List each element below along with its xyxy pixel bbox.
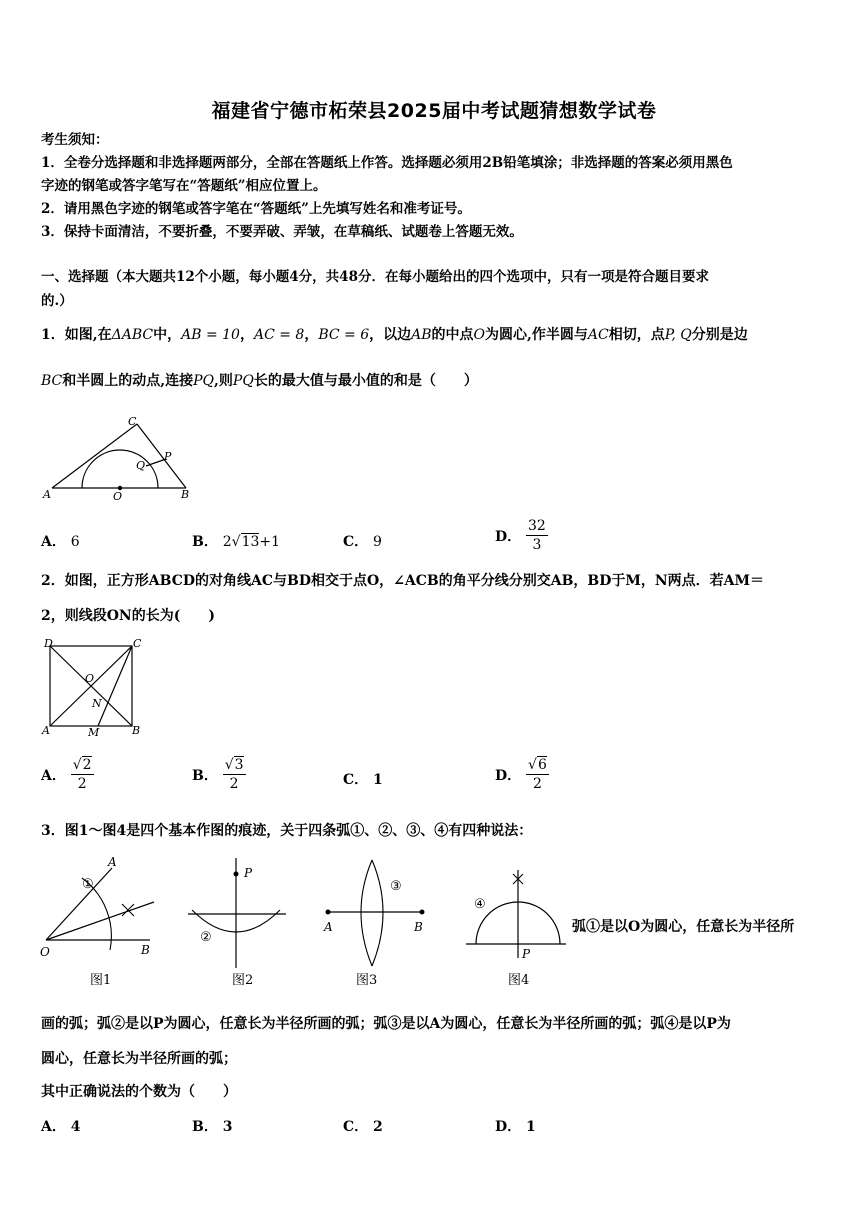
option-label: C．	[343, 1119, 369, 1135]
q1-label-o: O	[113, 490, 123, 503]
option-fraction	[223, 756, 246, 793]
q3-option-a[interactable]	[41, 1116, 81, 1136]
q1-option-b[interactable]	[192, 531, 280, 551]
q1-o-var: O	[473, 327, 486, 343]
q2-label-n: N	[92, 697, 102, 710]
q1-option-a[interactable]	[41, 531, 80, 551]
q1-bc-var: BC	[41, 373, 63, 389]
fig1-label-a: A	[108, 855, 117, 869]
fig4-arc-label: ④	[474, 897, 486, 912]
q1-bc: BC = 6	[318, 327, 370, 343]
fraction-numerator: √6	[528, 757, 547, 773]
option-label: A．	[41, 1119, 66, 1135]
option-fraction	[526, 517, 548, 554]
q2-label-b: B	[132, 724, 141, 737]
option-value: 6	[70, 534, 80, 550]
fraction-numerator: √3	[224, 757, 244, 773]
q3-figure-2	[184, 850, 292, 990]
option-label: B．	[192, 534, 218, 550]
option-value: 3	[222, 1119, 233, 1135]
q2-label-a: A	[42, 724, 50, 737]
q1-text: ，	[239, 327, 254, 343]
fig4-label-p: P	[522, 947, 531, 961]
option-fraction	[71, 756, 94, 793]
q2-option-c[interactable]	[343, 769, 383, 789]
fig3-arc-label: ③	[390, 879, 402, 894]
fraction-numerator: √2	[72, 757, 92, 773]
q1-text: 分别是边	[691, 327, 748, 343]
q1-pq-var: PQ	[232, 373, 254, 389]
q1-stem-line2	[41, 370, 478, 390]
option-value: 1	[373, 772, 383, 788]
option-radicand: 13	[241, 534, 260, 550]
q3-option-b[interactable]	[192, 1116, 232, 1136]
option-radicand: 6	[537, 757, 547, 773]
q3-figure-4	[462, 850, 572, 990]
q3-stem-line1: 3．图1～图4是四个基本作图的痕迹，关于四条弧①、②、③、④有四种说法：	[41, 823, 533, 839]
notice-item-3: 3．保持卡面清洁，不要折叠，不要弄破、弄皱，在草稿纸、试题卷上答题无效。	[41, 224, 523, 240]
q1-ab: AB = 10	[181, 327, 240, 343]
fig2-caption: 图2	[232, 973, 254, 988]
q3-option-d[interactable]	[495, 1116, 536, 1136]
q1-stem-line1	[41, 324, 748, 344]
q1-label-q: Q	[136, 459, 146, 472]
section-heading: 一、选择题（本大题共12个小题，每小题4分，共48分．在每小题给出的四个选项中，只有一项是符合题目要求	[41, 269, 709, 285]
q3-option-c[interactable]	[343, 1116, 383, 1136]
q3-figure-1	[38, 850, 160, 990]
fig1-arc-label: ①	[82, 877, 94, 892]
q2-option-d[interactable]	[495, 756, 549, 793]
notice-item-2: 2．请用黑色字迹的钢笔或答字笔在“答题纸”上先填写姓名和准考证号。	[41, 201, 471, 217]
option-label: C．	[343, 772, 369, 788]
q2-stem-line1: 2．如图，正方形ABCD的对角线AC与BD相交于点O，∠ACB的角平分线分别交AB，BD于M，N两点．若AM＝	[41, 573, 765, 589]
q1-label-b: B	[181, 488, 190, 501]
fig2-arc-label: ②	[200, 930, 212, 945]
option-label: A．	[41, 767, 66, 784]
option-value: 2	[373, 1119, 383, 1135]
q2-label-c: C	[133, 637, 142, 650]
q2-option-b[interactable]	[192, 756, 246, 793]
q1-num: 1．如图,在	[41, 327, 112, 343]
q1-text: ,则	[214, 373, 233, 389]
notice-item-1: 1．全卷分选择题和非选择题两部分，全部在答题纸上作答。选择题必须用2B铅笔填涂；非选择题的答案必须用黑色	[41, 155, 733, 171]
q3-stem-line2: 画的弧；弧②是以P为圆心，任意长为半径所画的弧；弧③是以A为圆心，任意长为半径所画的弧；弧④是以P为	[41, 1016, 731, 1032]
q3-figure-3	[320, 850, 432, 990]
q2-figure	[40, 634, 150, 738]
q1-label-p: P	[164, 450, 172, 463]
q1-ac: AC = 8	[253, 327, 305, 343]
q1-pq-var: P, Q	[664, 327, 692, 343]
q3-stem-line3: 圆心，任意长为半径所画的弧；	[41, 1051, 237, 1067]
q2-stem-line2: 2，则线段ON的长为( )	[41, 608, 215, 624]
q1-option-c[interactable]	[343, 531, 382, 551]
option-value: 2√13+1	[222, 534, 281, 550]
q1-label-a: A	[43, 488, 51, 501]
fraction-denominator: 3	[532, 537, 542, 553]
fig4-caption: 图4	[508, 973, 530, 988]
q2-label-m: M	[88, 726, 100, 738]
fraction-numerator: 32	[528, 518, 546, 534]
q1-text: 为圆心,作半圆与	[485, 327, 588, 343]
q1-option-d[interactable]	[495, 517, 548, 554]
option-label: C．	[343, 534, 369, 550]
fraction-denominator: 2	[532, 776, 542, 792]
notice-item-1-cont: 字迹的钢笔或答字笔写在“答题纸”相应位置上。	[41, 178, 327, 194]
notice-heading: 考生须知：	[41, 132, 109, 148]
q1-text: 和半圆上的动点,连接	[62, 373, 194, 389]
fraction-denominator: 2	[77, 776, 87, 792]
section-heading-cont: 的.）	[41, 293, 73, 309]
q1-text: 长的最大值与最小值的和是（ ）	[253, 373, 478, 389]
option-label: D．	[495, 767, 522, 784]
fig1-label-o: O	[40, 945, 50, 959]
option-label: B．	[192, 1119, 218, 1135]
option-value: 4	[70, 1119, 81, 1135]
option-suffix: +1	[259, 534, 281, 550]
fig3-label-a: A	[324, 920, 333, 934]
q1-text: ，	[304, 327, 319, 343]
q1-text: ，以边	[369, 327, 412, 343]
q1-pq-var: PQ	[193, 373, 215, 389]
fig3-label-b: B	[414, 920, 423, 934]
fig1-label-b: B	[141, 943, 150, 957]
option-label: D．	[495, 1119, 522, 1135]
q1-label-c: C	[128, 415, 137, 428]
fig2-label-p: P	[244, 866, 253, 880]
option-label: D．	[495, 528, 522, 545]
option-radicand: 2	[82, 757, 92, 773]
q1-ab-var: AB	[411, 327, 432, 343]
fig1-caption: 图1	[90, 973, 112, 988]
option-label: B．	[192, 767, 218, 784]
q3-stem-line4: 其中正确说法的个数为（ ）	[41, 1084, 237, 1100]
q1-text: 相切，点	[608, 327, 665, 343]
q2-label-o: O	[85, 672, 95, 685]
page-title: 福建省宁德市柘荣县2025届中考试题猜想数学试卷	[211, 100, 657, 122]
option-coef: 2	[222, 534, 232, 550]
q1-text: 中，	[153, 327, 182, 343]
q1-ac-var: AC	[587, 327, 609, 343]
option-radicand: 3	[234, 757, 244, 773]
option-fraction	[526, 756, 549, 793]
q3-side-text: 弧①是以O为圆心，任意长为半径所	[572, 919, 795, 935]
fig3-caption: 图3	[356, 973, 378, 988]
q2-label-d: D	[44, 637, 53, 650]
q2-option-a[interactable]	[41, 756, 94, 793]
fraction-denominator: 2	[229, 776, 239, 792]
q1-text: 的中点	[431, 327, 474, 343]
option-label: A．	[41, 534, 66, 550]
option-value: 1	[526, 1119, 536, 1135]
q1-triangle: ΔABC	[111, 327, 154, 343]
q1-figure	[40, 412, 200, 504]
option-value: 9	[373, 534, 382, 550]
